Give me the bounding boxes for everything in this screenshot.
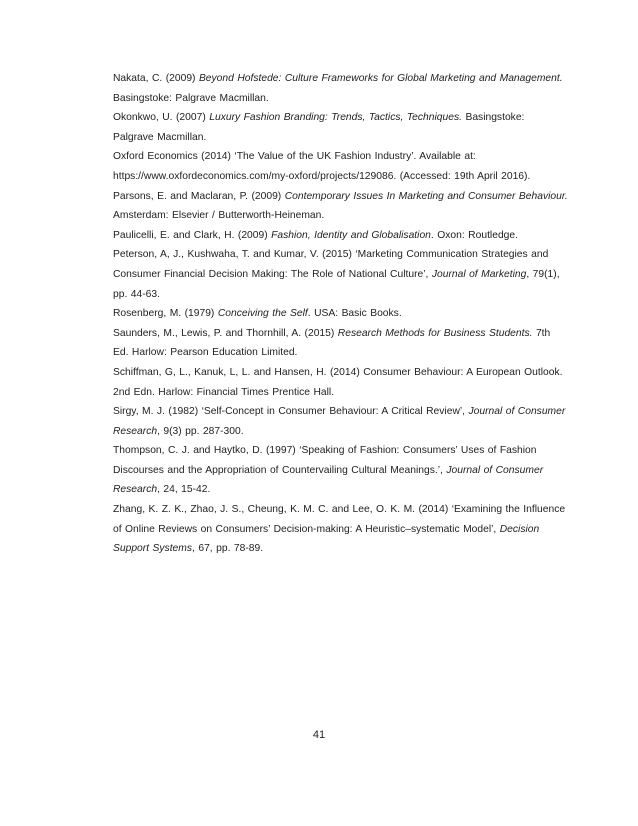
reference-text: Schiffman, G, L., Kanuk, L, L. and Hansen, H. (2014) Consumer Behaviour: A European Outlook. 2nd Edn. Harlow: Financial Times Prentice Hall. [113, 366, 563, 398]
reference-text: Okonkwo, U. (2007) [113, 112, 210, 124]
reference-title-italic: Journal of Consumer Research [113, 464, 544, 496]
reference-text: , 67, pp. 78-89. [192, 543, 264, 555]
reference-entry [113, 324, 568, 363]
reference-title-italic: Decision Support Systems [113, 523, 540, 555]
reference-entry [113, 441, 568, 500]
reference-title-italic: Fashion, Identity and Globalisation [271, 229, 431, 241]
reference-text: , 24, 15-42. [157, 484, 211, 496]
reference-title-italic: Contemporary Issues In Marketing and Consumer Behaviour. [284, 190, 568, 202]
reference-text: Paulicelli, E. and Clark, H. (2009) [113, 229, 272, 241]
reference-title-italic: Research Methods for Business Students. [337, 327, 533, 339]
reference-entry [113, 187, 568, 226]
reference-title-italic: Journal of Marketing [431, 268, 527, 280]
reference-text: Sirgy, M. J. (1982) ‘Self-Concept in Consumer Behaviour: A Critical Review’, [113, 406, 469, 418]
reference-text: Basingstoke: Palgrave Macmillan. [113, 92, 269, 104]
reference-text: Parsons, E. and Maclaran, P. (2009) [113, 190, 285, 202]
reference-text: 7th Ed. Harlow: Pearson Education Limited. [113, 327, 551, 359]
reference-entry [113, 363, 568, 402]
reference-text: Saunders, M., Lewis, P. and Thornhill, A. (2015) [113, 327, 338, 339]
reference-text: Thompson, C. J. and Haytko, D. (1997) ‘Speaking of Fashion: Consumers’ Uses of Fashion Discourses and the Appropriation of Countervailing Cultural Meanings.’, [113, 445, 537, 476]
reference-text: . USA: Basic Books. [307, 308, 402, 320]
reference-title-italic: Luxury Fashion Branding: Trends, Tactics, Techniques. [209, 112, 462, 124]
reference-text: Peterson, A, J., Kushwaha, T. and Kumar, V. (2015) ‘Marketing Communication Strategies and Consumer Financial Decision Making: The Role of National Culture’, [113, 249, 549, 280]
reference-title-italic: Beyond Hofstede: Culture Frameworks for Global Marketing and Management. [198, 73, 563, 84]
reference-text: Nakata, C. (2009) [113, 73, 199, 84]
reference-text: Oxford Economics (2014) ‘The Value of the UK Fashion Industry’. Available at: https://www.oxfordeconomics.com/my-oxford/projects/129086. (Accessed: 19th April 2016). [113, 151, 531, 182]
reference-title-italic: Conceiving the Self [217, 308, 308, 320]
reference-text: Rosenberg, M. (1979) [113, 308, 218, 320]
reference-entry [113, 226, 568, 246]
reference-title-italic: Journal of Consumer Research [113, 406, 566, 437]
reference-text: . Oxon: Routledge. [430, 229, 518, 241]
reference-text: Zhang, K. Z. K., Zhao, J. S., Cheung, K. M. C. and Lee, O. K. M. (2014) ‘Examining the Influence of Online Reviews on Consumers’ Decision-making: A Heuristic–systematic Model’, [113, 504, 566, 535]
reference-text: Amsterdam: Elsevier / Butterworth-Heineman. [113, 210, 325, 222]
reference-text: , 79(1), pp. 44-63. [113, 268, 560, 300]
reference-text: Basingstoke: Palgrave Macmillan. [113, 112, 525, 143]
reference-entry [113, 245, 568, 304]
page-number: 41 [312, 729, 326, 741]
reference-entry [113, 69, 568, 108]
reference-entry [113, 500, 568, 559]
reference-text: , 9(3) pp. 287-300. [157, 425, 244, 437]
reference-list [113, 69, 568, 559]
reference-entry [113, 147, 568, 186]
reference-entry [113, 108, 568, 147]
reference-entry [113, 402, 568, 441]
reference-entry [113, 304, 568, 324]
